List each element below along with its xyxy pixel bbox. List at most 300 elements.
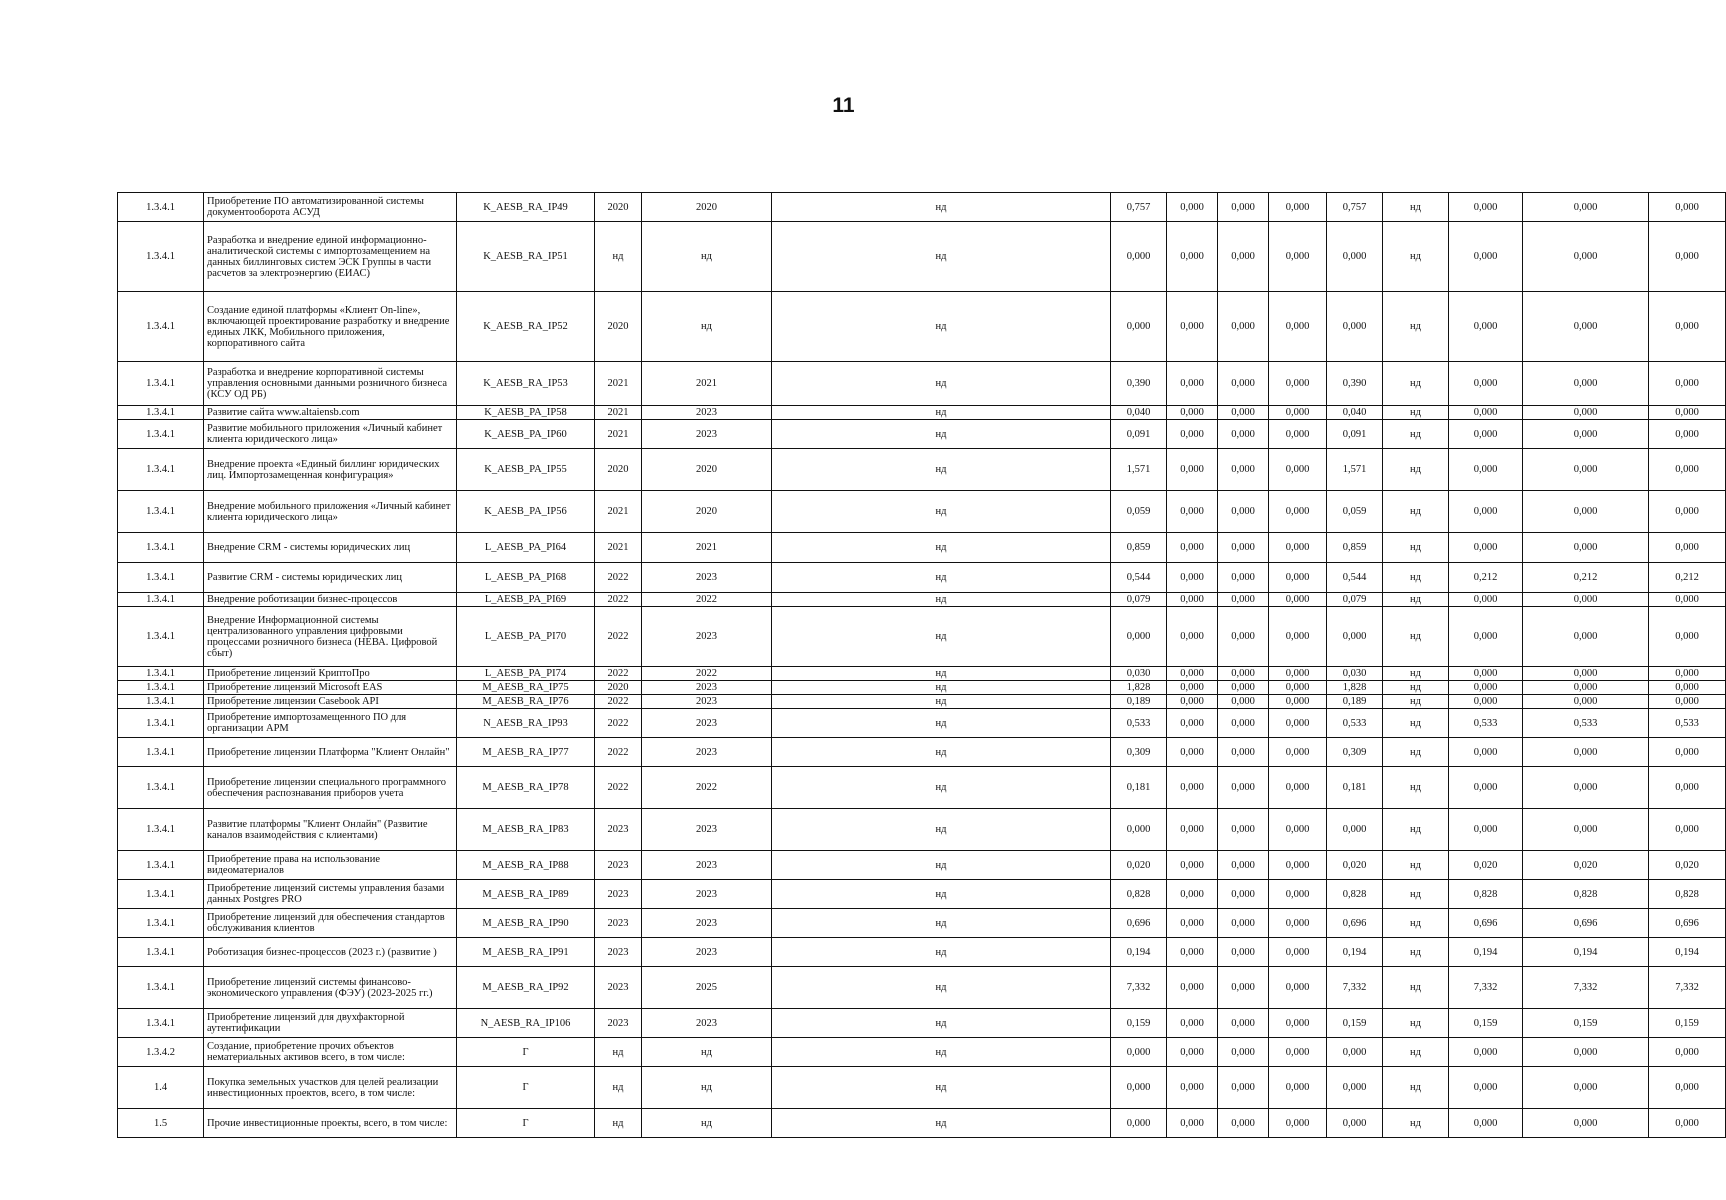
value-5-cell: 1,571 bbox=[1327, 449, 1383, 491]
table-row bbox=[118, 491, 1726, 533]
table-row bbox=[118, 767, 1726, 809]
value-1-cell: 0,309 bbox=[1111, 738, 1167, 767]
value-3-cell: 0,000 bbox=[1218, 681, 1269, 695]
status-cell: нд bbox=[772, 222, 1111, 292]
status-2-cell: нд bbox=[1383, 533, 1449, 563]
project-id-cell: Г bbox=[457, 1038, 595, 1067]
value-8-cell: 0,000 bbox=[1649, 491, 1726, 533]
status-2-cell: нд bbox=[1383, 1009, 1449, 1038]
value-8-cell: 0,533 bbox=[1649, 709, 1726, 738]
value-4-cell: 0,000 bbox=[1269, 406, 1327, 420]
value-7-cell: 0,212 bbox=[1523, 563, 1649, 593]
value-8-cell: 0,212 bbox=[1649, 563, 1726, 593]
status-2-cell: нд bbox=[1383, 362, 1449, 406]
table-body bbox=[118, 193, 1726, 1138]
value-3-cell: 0,000 bbox=[1218, 667, 1269, 681]
value-6-cell: 0,212 bbox=[1449, 563, 1523, 593]
value-3-cell: 0,000 bbox=[1218, 967, 1269, 1009]
row-number-cell: 1.3.4.1 bbox=[118, 738, 204, 767]
start-year-cell: 2021 bbox=[595, 406, 642, 420]
end-year-cell: 2023 bbox=[642, 809, 772, 851]
value-4-cell: 0,000 bbox=[1269, 491, 1327, 533]
table-row bbox=[118, 292, 1726, 362]
start-year-cell: нд bbox=[595, 1067, 642, 1109]
end-year-cell: 2021 bbox=[642, 533, 772, 563]
value-2-cell: 0,000 bbox=[1167, 292, 1218, 362]
row-number-cell: 1.3.4.1 bbox=[118, 607, 204, 667]
value-7-cell: 0,159 bbox=[1523, 1009, 1649, 1038]
description-cell: Приобретение лицензий системы управления базами данных Postgres PRO bbox=[204, 880, 457, 909]
value-8-cell: 0,000 bbox=[1649, 362, 1726, 406]
value-3-cell: 0,000 bbox=[1218, 1038, 1269, 1067]
row-number-cell: 1.3.4.1 bbox=[118, 667, 204, 681]
status-2-cell: нд bbox=[1383, 809, 1449, 851]
row-number-cell: 1.3.4.1 bbox=[118, 292, 204, 362]
value-8-cell: 0,000 bbox=[1649, 193, 1726, 222]
value-7-cell: 0,000 bbox=[1523, 1067, 1649, 1109]
value-4-cell: 0,000 bbox=[1269, 667, 1327, 681]
value-7-cell: 0,000 bbox=[1523, 449, 1649, 491]
value-7-cell: 0,000 bbox=[1523, 222, 1649, 292]
project-id-cell: L_AESB_PA_PI70 bbox=[457, 607, 595, 667]
status-2-cell: нд bbox=[1383, 1109, 1449, 1138]
value-4-cell: 0,000 bbox=[1269, 767, 1327, 809]
end-year-cell: 2023 bbox=[642, 938, 772, 967]
description-cell: Приобретение лицензии специального программного обеспечения распознавания приборов учета bbox=[204, 767, 457, 809]
start-year-cell: нд bbox=[595, 1038, 642, 1067]
value-1-cell: 0,000 bbox=[1111, 1038, 1167, 1067]
value-4-cell: 0,000 bbox=[1269, 851, 1327, 880]
value-4-cell: 0,000 bbox=[1269, 193, 1327, 222]
value-1-cell: 0,000 bbox=[1111, 1067, 1167, 1109]
table-row bbox=[118, 222, 1726, 292]
status-cell: нд bbox=[772, 738, 1111, 767]
status-2-cell: нд bbox=[1383, 292, 1449, 362]
table-row bbox=[118, 1067, 1726, 1109]
value-2-cell: 0,000 bbox=[1167, 938, 1218, 967]
row-number-cell: 1.3.4.1 bbox=[118, 406, 204, 420]
value-8-cell: 0,000 bbox=[1649, 292, 1726, 362]
value-6-cell: 0,696 bbox=[1449, 909, 1523, 938]
status-2-cell: нд bbox=[1383, 851, 1449, 880]
start-year-cell: 2021 bbox=[595, 362, 642, 406]
value-2-cell: 0,000 bbox=[1167, 491, 1218, 533]
status-2-cell: нд bbox=[1383, 491, 1449, 533]
end-year-cell: нд bbox=[642, 1067, 772, 1109]
project-id-cell: K_AESB_PA_IP58 bbox=[457, 406, 595, 420]
value-6-cell: 0,533 bbox=[1449, 709, 1523, 738]
value-5-cell: 0,000 bbox=[1327, 607, 1383, 667]
investment-table bbox=[117, 192, 1726, 1138]
value-3-cell: 0,000 bbox=[1218, 406, 1269, 420]
start-year-cell: 2022 bbox=[595, 607, 642, 667]
project-id-cell: K_AESB_RA_IP51 bbox=[457, 222, 595, 292]
value-2-cell: 0,000 bbox=[1167, 851, 1218, 880]
value-8-cell: 0,828 bbox=[1649, 880, 1726, 909]
value-8-cell: 0,194 bbox=[1649, 938, 1726, 967]
row-number-cell: 1.3.4.1 bbox=[118, 767, 204, 809]
value-1-cell: 0,091 bbox=[1111, 420, 1167, 449]
value-8-cell: 0,000 bbox=[1649, 667, 1726, 681]
start-year-cell: 2021 bbox=[595, 420, 642, 449]
value-1-cell: 0,859 bbox=[1111, 533, 1167, 563]
value-7-cell: 7,332 bbox=[1523, 967, 1649, 1009]
value-7-cell: 0,020 bbox=[1523, 851, 1649, 880]
value-1-cell: 0,828 bbox=[1111, 880, 1167, 909]
project-id-cell: M_AESB_RA_IP75 bbox=[457, 681, 595, 695]
row-number-cell: 1.3.4.1 bbox=[118, 938, 204, 967]
table-row bbox=[118, 406, 1726, 420]
value-4-cell: 0,000 bbox=[1269, 880, 1327, 909]
row-number-cell: 1.3.4.1 bbox=[118, 851, 204, 880]
project-id-cell: M_AESB_RA_IP89 bbox=[457, 880, 595, 909]
value-5-cell: 0,000 bbox=[1327, 1067, 1383, 1109]
value-6-cell: 0,000 bbox=[1449, 292, 1523, 362]
value-5-cell: 0,000 bbox=[1327, 222, 1383, 292]
status-2-cell: нд bbox=[1383, 738, 1449, 767]
value-8-cell: 0,000 bbox=[1649, 607, 1726, 667]
project-id-cell: L_AESB_PA_PI64 bbox=[457, 533, 595, 563]
row-number-cell: 1.3.4.1 bbox=[118, 193, 204, 222]
value-3-cell: 0,000 bbox=[1218, 362, 1269, 406]
value-7-cell: 0,000 bbox=[1523, 607, 1649, 667]
value-6-cell: 0,000 bbox=[1449, 1109, 1523, 1138]
end-year-cell: 2023 bbox=[642, 681, 772, 695]
value-3-cell: 0,000 bbox=[1218, 533, 1269, 563]
end-year-cell: нд bbox=[642, 1109, 772, 1138]
project-id-cell: K_AESB_RA_IP49 bbox=[457, 193, 595, 222]
status-cell: нд bbox=[772, 292, 1111, 362]
value-4-cell: 0,000 bbox=[1269, 420, 1327, 449]
value-3-cell: 0,000 bbox=[1218, 292, 1269, 362]
project-id-cell: L_AESB_PA_PI74 bbox=[457, 667, 595, 681]
value-3-cell: 0,000 bbox=[1218, 193, 1269, 222]
end-year-cell: 2023 bbox=[642, 406, 772, 420]
status-2-cell: нд bbox=[1383, 880, 1449, 909]
status-cell: нд bbox=[772, 667, 1111, 681]
value-8-cell: 0,159 bbox=[1649, 1009, 1726, 1038]
value-1-cell: 0,030 bbox=[1111, 667, 1167, 681]
table-row bbox=[118, 1009, 1726, 1038]
value-8-cell: 0,696 bbox=[1649, 909, 1726, 938]
description-cell: Приобретение лицензий Microsoft EAS bbox=[204, 681, 457, 695]
status-cell: нд bbox=[772, 880, 1111, 909]
value-4-cell: 0,000 bbox=[1269, 222, 1327, 292]
row-number-cell: 1.3.4.1 bbox=[118, 491, 204, 533]
value-4-cell: 0,000 bbox=[1269, 695, 1327, 709]
value-2-cell: 0,000 bbox=[1167, 222, 1218, 292]
value-1-cell: 0,181 bbox=[1111, 767, 1167, 809]
status-cell: нд bbox=[772, 420, 1111, 449]
value-1-cell: 0,159 bbox=[1111, 1009, 1167, 1038]
row-number-cell: 1.3.4.1 bbox=[118, 967, 204, 1009]
end-year-cell: нд bbox=[642, 292, 772, 362]
value-7-cell: 0,000 bbox=[1523, 809, 1649, 851]
end-year-cell: 2023 bbox=[642, 851, 772, 880]
value-4-cell: 0,000 bbox=[1269, 607, 1327, 667]
value-3-cell: 0,000 bbox=[1218, 607, 1269, 667]
table-row bbox=[118, 193, 1726, 222]
value-5-cell: 1,828 bbox=[1327, 681, 1383, 695]
value-2-cell: 0,000 bbox=[1167, 767, 1218, 809]
status-cell: нд bbox=[772, 938, 1111, 967]
value-5-cell: 0,079 bbox=[1327, 593, 1383, 607]
value-3-cell: 0,000 bbox=[1218, 738, 1269, 767]
status-2-cell: нд bbox=[1383, 1067, 1449, 1109]
description-cell: Приобретение ПО автоматизированной системы документооборота АСУД bbox=[204, 193, 457, 222]
description-cell: Внедрение роботизации бизнес-процессов bbox=[204, 593, 457, 607]
value-7-cell: 0,000 bbox=[1523, 695, 1649, 709]
value-2-cell: 0,000 bbox=[1167, 909, 1218, 938]
value-7-cell: 0,000 bbox=[1523, 1109, 1649, 1138]
table-row bbox=[118, 607, 1726, 667]
value-2-cell: 0,000 bbox=[1167, 533, 1218, 563]
status-2-cell: нд bbox=[1383, 406, 1449, 420]
end-year-cell: 2023 bbox=[642, 738, 772, 767]
value-6-cell: 0,000 bbox=[1449, 222, 1523, 292]
table-row bbox=[118, 909, 1726, 938]
value-6-cell: 0,000 bbox=[1449, 809, 1523, 851]
value-3-cell: 0,000 bbox=[1218, 880, 1269, 909]
value-5-cell: 0,828 bbox=[1327, 880, 1383, 909]
value-2-cell: 0,000 bbox=[1167, 193, 1218, 222]
end-year-cell: 2022 bbox=[642, 667, 772, 681]
status-2-cell: нд bbox=[1383, 420, 1449, 449]
value-1-cell: 0,544 bbox=[1111, 563, 1167, 593]
project-id-cell: K_AESB_PA_IP60 bbox=[457, 420, 595, 449]
status-2-cell: нд bbox=[1383, 449, 1449, 491]
status-2-cell: нд bbox=[1383, 222, 1449, 292]
table-row bbox=[118, 938, 1726, 967]
status-2-cell: нд bbox=[1383, 909, 1449, 938]
value-5-cell: 0,181 bbox=[1327, 767, 1383, 809]
description-cell: Создание единой платформы «Клиент On-line», включающей проектирование разработку и внедрение единых ЛКК, Мобильного приложения, корпоративного сайта bbox=[204, 292, 457, 362]
value-8-cell: 0,000 bbox=[1649, 449, 1726, 491]
start-year-cell: 2022 bbox=[595, 767, 642, 809]
value-6-cell: 0,000 bbox=[1449, 1067, 1523, 1109]
value-1-cell: 0,020 bbox=[1111, 851, 1167, 880]
end-year-cell: нд bbox=[642, 1038, 772, 1067]
value-6-cell: 0,000 bbox=[1449, 491, 1523, 533]
value-4-cell: 0,000 bbox=[1269, 563, 1327, 593]
value-6-cell: 7,332 bbox=[1449, 967, 1523, 1009]
value-8-cell: 0,000 bbox=[1649, 1067, 1726, 1109]
value-1-cell: 7,332 bbox=[1111, 967, 1167, 1009]
value-7-cell: 0,000 bbox=[1523, 406, 1649, 420]
value-8-cell: 0,000 bbox=[1649, 738, 1726, 767]
value-3-cell: 0,000 bbox=[1218, 593, 1269, 607]
value-3-cell: 0,000 bbox=[1218, 695, 1269, 709]
value-2-cell: 0,000 bbox=[1167, 809, 1218, 851]
status-cell: нд bbox=[772, 1067, 1111, 1109]
value-3-cell: 0,000 bbox=[1218, 1067, 1269, 1109]
start-year-cell: нд bbox=[595, 1109, 642, 1138]
start-year-cell: 2020 bbox=[595, 193, 642, 222]
start-year-cell: 2022 bbox=[595, 738, 642, 767]
project-id-cell: M_AESB_RA_IP77 bbox=[457, 738, 595, 767]
table-row bbox=[118, 809, 1726, 851]
status-cell: нд bbox=[772, 607, 1111, 667]
value-7-cell: 0,000 bbox=[1523, 491, 1649, 533]
status-cell: нд bbox=[772, 1038, 1111, 1067]
table-row bbox=[118, 667, 1726, 681]
description-cell: Разработка и внедрение единой информационно-аналитической системы с импортозамещением на данных биллинговых систем ЭСК Группы в части расчетов за электроэнергию (ЕИАС) bbox=[204, 222, 457, 292]
value-5-cell: 0,696 bbox=[1327, 909, 1383, 938]
end-year-cell: 2022 bbox=[642, 767, 772, 809]
value-5-cell: 0,000 bbox=[1327, 292, 1383, 362]
status-2-cell: нд bbox=[1383, 607, 1449, 667]
description-cell: Приобретение лицензий системы финансово-экономического управления (ФЭУ) (2023-2025 гг.) bbox=[204, 967, 457, 1009]
value-5-cell: 0,000 bbox=[1327, 809, 1383, 851]
value-8-cell: 0,000 bbox=[1649, 420, 1726, 449]
start-year-cell: 2020 bbox=[595, 449, 642, 491]
description-cell: Создание, приобретение прочих объектов нематериальных активов всего, в том числе: bbox=[204, 1038, 457, 1067]
value-8-cell: 0,000 bbox=[1649, 681, 1726, 695]
value-6-cell: 0,000 bbox=[1449, 1038, 1523, 1067]
value-6-cell: 0,000 bbox=[1449, 449, 1523, 491]
start-year-cell: 2023 bbox=[595, 809, 642, 851]
value-6-cell: 0,000 bbox=[1449, 767, 1523, 809]
value-3-cell: 0,000 bbox=[1218, 938, 1269, 967]
project-id-cell: N_AESB_RA_IP106 bbox=[457, 1009, 595, 1038]
value-4-cell: 0,000 bbox=[1269, 967, 1327, 1009]
status-cell: нд bbox=[772, 533, 1111, 563]
value-5-cell: 0,309 bbox=[1327, 738, 1383, 767]
end-year-cell: 2021 bbox=[642, 362, 772, 406]
description-cell: Приобретение лицензий КриптоПро bbox=[204, 667, 457, 681]
description-cell: Развитие мобильного приложения «Личный кабинет клиента юридического лица» bbox=[204, 420, 457, 449]
end-year-cell: 2020 bbox=[642, 491, 772, 533]
value-7-cell: 0,000 bbox=[1523, 533, 1649, 563]
value-7-cell: 0,533 bbox=[1523, 709, 1649, 738]
row-number-cell: 1.4 bbox=[118, 1067, 204, 1109]
value-3-cell: 0,000 bbox=[1218, 491, 1269, 533]
description-cell: Роботизация бизнес-процессов (2023 г.) (развитие ) bbox=[204, 938, 457, 967]
start-year-cell: 2023 bbox=[595, 1009, 642, 1038]
value-4-cell: 0,000 bbox=[1269, 681, 1327, 695]
value-8-cell: 0,000 bbox=[1649, 695, 1726, 709]
row-number-cell: 1.3.4.1 bbox=[118, 563, 204, 593]
value-2-cell: 0,000 bbox=[1167, 667, 1218, 681]
end-year-cell: 2023 bbox=[642, 880, 772, 909]
value-2-cell: 0,000 bbox=[1167, 362, 1218, 406]
start-year-cell: 2022 bbox=[595, 709, 642, 738]
status-2-cell: нд bbox=[1383, 193, 1449, 222]
start-year-cell: 2023 bbox=[595, 880, 642, 909]
value-2-cell: 0,000 bbox=[1167, 1067, 1218, 1109]
table-row bbox=[118, 563, 1726, 593]
project-id-cell: Г bbox=[457, 1067, 595, 1109]
description-cell: Покупка земельных участков для целей реализации инвестиционных проектов, всего, в том числе: bbox=[204, 1067, 457, 1109]
value-2-cell: 0,000 bbox=[1167, 420, 1218, 449]
start-year-cell: 2023 bbox=[595, 851, 642, 880]
value-3-cell: 0,000 bbox=[1218, 709, 1269, 738]
status-cell: нд bbox=[772, 695, 1111, 709]
status-2-cell: нд bbox=[1383, 967, 1449, 1009]
value-7-cell: 0,000 bbox=[1523, 681, 1649, 695]
value-1-cell: 0,000 bbox=[1111, 292, 1167, 362]
value-6-cell: 0,000 bbox=[1449, 607, 1523, 667]
description-cell: Развитие CRM - системы юридических лиц bbox=[204, 563, 457, 593]
value-1-cell: 0,189 bbox=[1111, 695, 1167, 709]
value-2-cell: 0,000 bbox=[1167, 1038, 1218, 1067]
project-id-cell: K_AESB_PA_IP56 bbox=[457, 491, 595, 533]
value-5-cell: 0,000 bbox=[1327, 1109, 1383, 1138]
value-3-cell: 0,000 bbox=[1218, 767, 1269, 809]
end-year-cell: 2022 bbox=[642, 593, 772, 607]
value-6-cell: 0,000 bbox=[1449, 667, 1523, 681]
value-7-cell: 0,696 bbox=[1523, 909, 1649, 938]
start-year-cell: 2020 bbox=[595, 681, 642, 695]
start-year-cell: 2023 bbox=[595, 938, 642, 967]
status-2-cell: нд bbox=[1383, 593, 1449, 607]
table-row bbox=[118, 738, 1726, 767]
value-3-cell: 0,000 bbox=[1218, 851, 1269, 880]
description-cell: Приобретение лицензии Casebook API bbox=[204, 695, 457, 709]
value-8-cell: 0,000 bbox=[1649, 1109, 1726, 1138]
description-cell: Приобретение права на использование видеоматериалов bbox=[204, 851, 457, 880]
status-cell: нд bbox=[772, 491, 1111, 533]
value-4-cell: 0,000 bbox=[1269, 533, 1327, 563]
status-cell: нд bbox=[772, 967, 1111, 1009]
start-year-cell: 2022 bbox=[595, 593, 642, 607]
status-cell: нд bbox=[772, 809, 1111, 851]
value-5-cell: 0,544 bbox=[1327, 563, 1383, 593]
table-row bbox=[118, 593, 1726, 607]
value-5-cell: 7,332 bbox=[1327, 967, 1383, 1009]
row-number-cell: 1.3.4.1 bbox=[118, 909, 204, 938]
status-2-cell: нд bbox=[1383, 1038, 1449, 1067]
value-3-cell: 0,000 bbox=[1218, 1009, 1269, 1038]
start-year-cell: 2022 bbox=[595, 563, 642, 593]
value-4-cell: 0,000 bbox=[1269, 809, 1327, 851]
project-id-cell: M_AESB_RA_IP76 bbox=[457, 695, 595, 709]
end-year-cell: нд bbox=[642, 222, 772, 292]
value-8-cell: 0,020 bbox=[1649, 851, 1726, 880]
value-1-cell: 0,079 bbox=[1111, 593, 1167, 607]
value-1-cell: 0,000 bbox=[1111, 222, 1167, 292]
value-1-cell: 0,000 bbox=[1111, 809, 1167, 851]
project-id-cell: M_AESB_RA_IP90 bbox=[457, 909, 595, 938]
value-4-cell: 0,000 bbox=[1269, 593, 1327, 607]
value-4-cell: 0,000 bbox=[1269, 1109, 1327, 1138]
status-2-cell: нд bbox=[1383, 767, 1449, 809]
status-2-cell: нд bbox=[1383, 563, 1449, 593]
table-row bbox=[118, 681, 1726, 695]
value-1-cell: 0,040 bbox=[1111, 406, 1167, 420]
value-3-cell: 0,000 bbox=[1218, 222, 1269, 292]
status-cell: нд bbox=[772, 851, 1111, 880]
value-4-cell: 0,000 bbox=[1269, 1038, 1327, 1067]
value-5-cell: 0,859 bbox=[1327, 533, 1383, 563]
table-row bbox=[118, 880, 1726, 909]
start-year-cell: 2022 bbox=[595, 695, 642, 709]
end-year-cell: 2020 bbox=[642, 449, 772, 491]
value-2-cell: 0,000 bbox=[1167, 607, 1218, 667]
description-cell: Разработка и внедрение корпоративной системы управления основными данными розничного бизнеса (КСУ ОД РБ) bbox=[204, 362, 457, 406]
status-cell: нд bbox=[772, 909, 1111, 938]
value-1-cell: 0,390 bbox=[1111, 362, 1167, 406]
value-6-cell: 0,000 bbox=[1449, 533, 1523, 563]
row-number-cell: 1.5 bbox=[118, 1109, 204, 1138]
row-number-cell: 1.3.4.1 bbox=[118, 362, 204, 406]
value-1-cell: 0,696 bbox=[1111, 909, 1167, 938]
project-id-cell: Г bbox=[457, 1109, 595, 1138]
value-8-cell: 0,000 bbox=[1649, 406, 1726, 420]
value-6-cell: 0,020 bbox=[1449, 851, 1523, 880]
project-id-cell: M_AESB_RA_IP83 bbox=[457, 809, 595, 851]
end-year-cell: 2023 bbox=[642, 695, 772, 709]
